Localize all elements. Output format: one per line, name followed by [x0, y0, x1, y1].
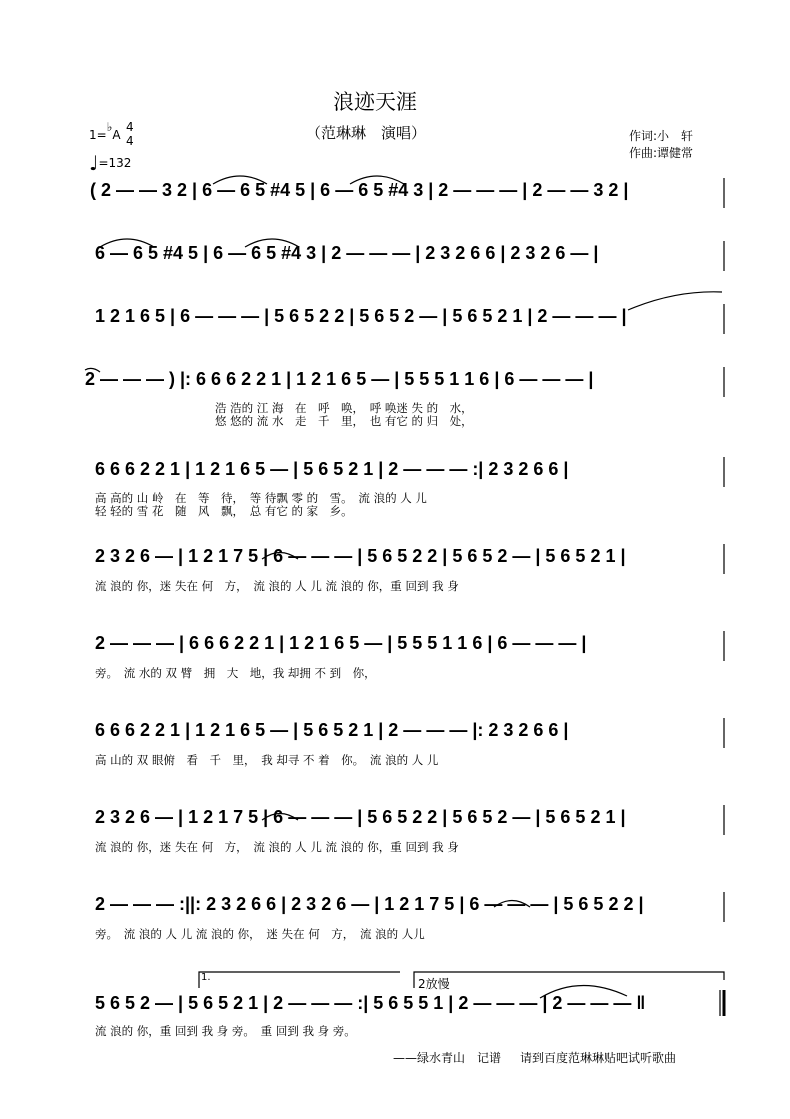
volta-2-bracket	[414, 972, 724, 988]
lyricist: 作词:小 轩	[629, 129, 694, 143]
lyrics-row-5-verse-2: 轻 轻的 雪 花 随 风 飘， 总 有它 的 家 乡。	[95, 504, 353, 518]
score-row-7: 2 — — — | 6 6 6 2 2 1 | 1 2 1 6 5 — | 5 5 5 1 1 6 | 6 — — — |	[95, 633, 587, 653]
tie	[540, 985, 627, 998]
lyrics-row-9: 流 浪的 你，迷 失在 何 方， 流 浪的 人 儿 流 浪的 你，重 回到 我 身	[95, 840, 459, 854]
score-row-1: ( 2 — — 3 2 | 6 — 6 5 #4 5 | 6 — 6 5 #4 3 | 2 — — — | 2 — — 3 2 |	[90, 180, 629, 200]
time-bottom: 4	[126, 134, 134, 148]
listen-note: 请到百度范琳琳贴吧试听歌曲	[520, 1051, 677, 1065]
singer-credit: （范琳琳 演唱）	[306, 124, 427, 142]
key-note: A	[112, 128, 121, 142]
slur	[100, 239, 154, 247]
lyrics-row-7: 旁。 流 水的 双 臂 拥 大 地，我 却拥 不 到 你，	[95, 666, 376, 680]
tempo-value: =132	[98, 156, 132, 170]
slur	[494, 901, 530, 908]
song-title: 浪迹天涯	[333, 90, 417, 114]
volta-1-bracket	[199, 972, 400, 988]
score-row-8: 6 6 6 2 2 1 | 1 2 1 6 5 — | 5 6 5 2 1 | 2 — — — |: 2 3 2 6 6 |	[95, 720, 569, 740]
lyrics-row-4-verse-1: 浩 浩的 江 海 在 呼 唤， 呼 唤迷 失 的 水，	[215, 401, 473, 415]
key-prefix: 1=	[89, 128, 107, 142]
volta-2-label: 2放慢	[418, 977, 450, 991]
lyrics-row-5-verse-1: 高 高的 山 岭 在 等 待， 等 待飘 零 的 雪。 流 浪的 人 儿	[95, 491, 427, 505]
slur	[350, 176, 404, 184]
quarter-note-icon: ♩	[89, 151, 99, 175]
composer: 作曲:谭健常	[629, 146, 694, 160]
score-row-4: 2 — — — ) |: 6 6 6 2 2 1 | 1 2 1 6 5 — | 5 5 5 1 1 6 | 6 — — — |	[85, 369, 594, 389]
slur	[262, 553, 298, 560]
tie	[85, 368, 100, 372]
lyrics-row-4-verse-2: 悠 悠的 流 水 走 千 里， 也 有它 的 归 处，	[215, 414, 473, 428]
score-row-6: 2 3 2 6 — | 1 2 1 7 5 | 6 — — — | 5 6 5 2 2 | 5 6 5 2 — | 5 6 5 2 1 |	[95, 546, 626, 566]
lyrics-row-8: 高 山的 双 眼俯 看 千 里， 我 却寻 不 着 你。 流 浪的 人 儿	[95, 753, 439, 767]
lyrics-row-10: 旁。 流 浪的 人 儿 流 浪的 你， 迷 失在 何 方， 流 浪的 人儿	[95, 927, 425, 941]
tie	[628, 292, 722, 310]
transcriber-credit: ——绿水青山 记谱	[393, 1051, 502, 1065]
lyrics-row-11: 流 浪的 你，重 回到 我 身 旁。 重 回到 我 身 旁。	[95, 1024, 356, 1038]
lyrics-row-6: 流 浪的 你，迷 失在 何 方， 流 浪的 人 儿 流 浪的 你，重 回到 我 身	[95, 579, 459, 593]
score-row-2: 6 — 6 5 #4 5 | 6 — 6 5 #4 3 | 2 — — — | 2 3 2 6 6 | 2 3 2 6 — |	[95, 243, 599, 263]
score-row-5: 6 6 6 2 2 1 | 1 2 1 6 5 — | 5 6 5 2 1 | 2 — — — :| 2 3 2 6 6 |	[95, 459, 569, 479]
score-row-9: 2 3 2 6 — | 1 2 1 7 5 | 6 — — — | 5 6 5 2 2 | 5 6 5 2 — | 5 6 5 2 1 |	[95, 807, 626, 827]
time-top: 4	[126, 120, 134, 134]
slur	[262, 814, 298, 821]
volta-1-label: 1.	[201, 972, 211, 983]
slur	[245, 239, 299, 247]
score-row-3: 1 2 1 6 5 | 6 — — — | 5 6 5 2 2 | 5 6 5 2 — | 5 6 5 2 1 | 2 — — — |	[95, 306, 627, 326]
flat-sign: ♭	[106, 120, 113, 134]
slur	[213, 176, 267, 184]
score-row-11: 5 6 5 2 — | 5 6 5 2 1 | 2 — — — :| 5 6 5 5 1 | 2 — — — | 2 — — — ‖	[95, 993, 646, 1013]
score-row-10: 2 — — — :||: 2 3 2 6 6 | 2 3 2 6 — | 1 2 1 7 5 | 6 — — — | 5 6 5 2 2 |	[95, 894, 644, 914]
